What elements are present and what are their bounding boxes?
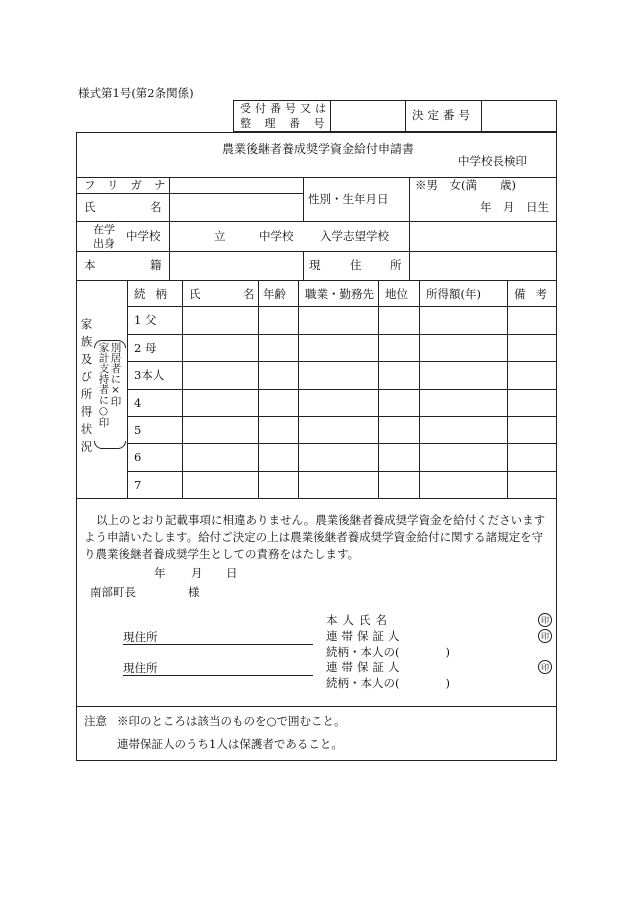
family-row-5: 5 — [134, 423, 142, 437]
family-header-relation: 続柄 — [134, 287, 177, 301]
decision-number-label: 決定番号 — [412, 108, 474, 122]
self-name-label: 本人氏名 — [326, 613, 392, 627]
address-label-last: 所 — [390, 258, 402, 272]
declaration-text: 以上のとおり記載事項に相違ありません。農業後継者養成奨学資金を給付くださいますよう申請いたします。給付ご決定の上は農業後継者養成奨学資金給付に関する諸規定を守り農業後継者養成奨学生としての責務をはたします。 — [84, 513, 546, 561]
notes-label: 注意 — [84, 714, 107, 728]
family-header-name-first: 氏 — [189, 287, 201, 301]
form-title: 農業後継者養成奨学資金給付申請書 — [222, 142, 415, 156]
bracket-bottom — [94, 441, 126, 449]
date-year: 年 — [154, 566, 166, 580]
name-label-last: 名 — [150, 200, 162, 214]
guarantor1-seal-icon: 印 — [538, 629, 552, 643]
family-row-7: 7 — [134, 478, 142, 492]
guarantor2-address-line[interactable] — [123, 675, 313, 676]
guarantor1-relation[interactable]: 続柄・本人の( ) — [326, 645, 450, 659]
date-day: 日 — [226, 566, 238, 580]
domicile-label-last: 籍 — [150, 258, 162, 272]
address-label-mid: 住 — [350, 258, 362, 272]
address-label-first: 現 — [309, 258, 321, 272]
domicile-label-first: 本 — [84, 258, 96, 272]
desired-school-label: 入学志望学校 — [320, 229, 389, 243]
family-side-label: 家族及び所得状況 — [79, 318, 94, 458]
bracket-top — [94, 340, 126, 348]
reception-label-line2: 整 理 番 号 — [240, 117, 330, 130]
self-seal-icon: 印 — [538, 613, 552, 627]
family-row-3: 3本人 — [134, 368, 165, 382]
guarantor1-label: 連帯保証人 — [326, 629, 404, 643]
guarantor2-seal-icon: 印 — [538, 660, 552, 674]
notes-line1: ※印のところは該当のものを○で囲むこと。 — [117, 714, 346, 728]
furigana-label: フリガナ — [84, 178, 178, 192]
form-number: 様式第1号(第2条関係) — [78, 86, 194, 100]
family-side-note: 別居者に×印 — [109, 342, 122, 407]
family-header-position: 地位 — [385, 287, 408, 301]
family-header-age: 年齢 — [263, 287, 286, 301]
principal-seal-label: 中学校長検印 — [458, 154, 527, 168]
school-middle-label: 中学校 — [126, 229, 161, 243]
family-side-note2: 家計支持者に○印 — [97, 342, 110, 428]
family-row-6: 6 — [134, 450, 142, 464]
school-label-bottom: 出身 — [93, 237, 115, 250]
family-header-income: 所得額(年) — [426, 287, 481, 301]
family-header-name-last: 名 — [243, 287, 255, 301]
addressee-honorific: 様 — [188, 585, 200, 599]
guarantor2-label: 連帯保証人 — [326, 660, 404, 674]
gender-age-field[interactable]: ※男 女(満 歳) — [415, 178, 516, 192]
school-label-top: 在学 — [93, 223, 115, 236]
gender-dob-label: 性別・生年月日 — [308, 192, 389, 206]
family-row-2: 2 母 — [134, 341, 157, 355]
date-month: 月 — [191, 566, 203, 580]
family-row-1: 1 父 — [134, 313, 157, 327]
school-ritsu-label: 立 — [214, 229, 226, 243]
guarantor2-address-label: 現住所 — [123, 661, 158, 675]
guarantor2-relation[interactable]: 続柄・本人の( ) — [326, 676, 450, 690]
notes-line2: 連帯保証人のうち1人は保護者であること。 — [117, 737, 343, 751]
addressee: 南部町長 — [90, 585, 136, 599]
family-row-4: 4 — [134, 396, 142, 410]
guarantor1-address-label: 現住所 — [123, 630, 158, 644]
school-middle2-label: 中学校 — [259, 229, 294, 243]
family-header-remarks: 備考 — [514, 287, 557, 301]
guarantor1-address-line[interactable] — [123, 644, 313, 645]
reception-label-line1: 受付番号又は — [240, 102, 330, 115]
name-label-first: 氏 — [84, 200, 96, 214]
dob-field[interactable]: 年 月 日生 — [480, 200, 549, 214]
family-header-occupation: 職業・勤務先 — [305, 287, 374, 301]
